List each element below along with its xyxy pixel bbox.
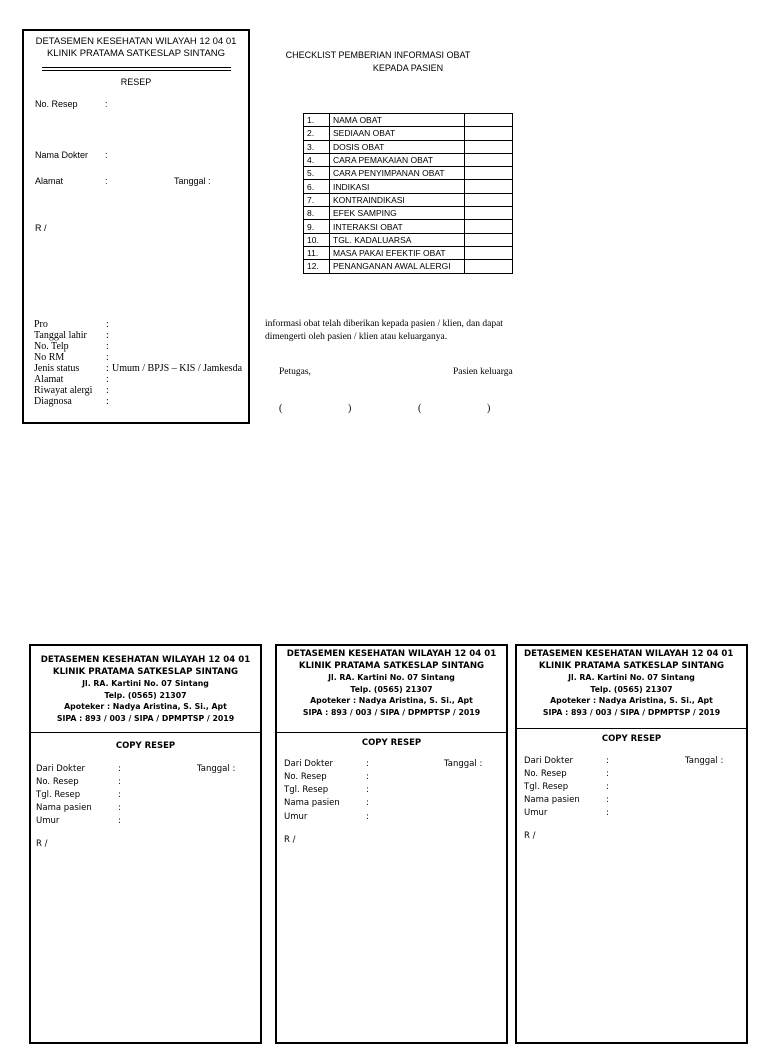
copy-sipa: SIPA : 893 / 003 / SIPA / DPMPTSP / 2019	[542, 707, 721, 717]
copy-resep-title: COPY RESEP	[361, 738, 422, 748]
r-label: R /	[284, 835, 296, 845]
copy-header-line2: KLINIK PRATAMA SATKESLAP SINTANG	[538, 660, 725, 671]
copy-header-line1: DETASEMEN KESEHATAN WILAYAH 12 04 01	[524, 649, 734, 659]
copy-resep-header	[31, 646, 260, 733]
checklist-item-number: 5.	[304, 167, 330, 180]
copy-header-line2: KLINIK PRATAMA SATKESLAP SINTANG	[298, 660, 485, 671]
field-row-riwayat-alergi: Riwayat alergi :	[34, 385, 109, 396]
checklist-check-cell[interactable]	[465, 114, 513, 127]
dari-dokter-label: Dari Dokter	[36, 764, 86, 774]
colon: :	[606, 756, 609, 766]
checklist-row	[304, 167, 513, 180]
nama-pasien-label: Nama pasien	[284, 798, 340, 808]
checklist-item-number: 3.	[304, 140, 330, 153]
colon: :	[105, 150, 108, 160]
checklist-check-cell[interactable]	[465, 193, 513, 206]
keluarga-sign-close: )	[487, 403, 491, 414]
colon: :	[105, 176, 108, 186]
copy-resep-title: COPY RESEP	[601, 734, 662, 744]
checklist-row	[304, 180, 513, 193]
no-resep-label: No. Resep	[284, 772, 327, 782]
resep-header-line1: DETASEMEN KESEHATAN WILAYAH 12 04 01	[35, 36, 237, 47]
copy-header-line1: DETASEMEN KESEHATAN WILAYAH 12 04 01	[286, 649, 497, 659]
checklist-item-label: INTERAKSI OBAT	[330, 220, 465, 233]
copy-address: Jl. RA. Kartini No. 07 Sintang	[82, 679, 209, 688]
tgl-resep-label: Tgl. Resep	[36, 790, 81, 800]
dari-dokter-label: Dari Dokter	[524, 756, 574, 766]
copy-resep-card-2	[275, 644, 508, 1044]
checklist-check-cell[interactable]	[465, 167, 513, 180]
nama-dokter-label: Nama Dokter	[35, 150, 89, 160]
umur-label: Umur	[284, 812, 308, 822]
checklist-item-label: PENANGANAN AWAL ALERGI	[330, 260, 465, 273]
colon: :	[606, 769, 609, 779]
field-row-tanggal-lahir: Tanggal lahir :	[34, 330, 109, 341]
checklist-check-cell[interactable]	[465, 127, 513, 140]
umur-label: Umur	[36, 816, 60, 826]
copy-resep-title: COPY RESEP	[115, 741, 176, 751]
checklist-item-label: MASA PAKAI EFEKTIF OBAT	[330, 246, 465, 259]
umur-label: Umur	[524, 808, 548, 818]
checklist-item-number: 2.	[304, 127, 330, 140]
copy-sipa: SIPA : 893 / 003 / SIPA / DPMPTSP / 2019	[56, 713, 235, 723]
tgl-resep-label: Tgl. Resep	[284, 785, 329, 795]
checklist-item-label: INDIKASI	[330, 180, 465, 193]
no-resep-label: No. Resep	[36, 777, 79, 787]
r-label: R /	[524, 831, 536, 841]
colon: :	[118, 790, 121, 800]
checklist-item-number: 6.	[304, 180, 330, 193]
no-resep-label: No. Resep	[524, 769, 567, 779]
dari-dokter-label: Dari Dokter	[284, 759, 334, 769]
checklist-item-label: TGL. KADALUARSA	[330, 233, 465, 246]
checklist-item-label: KONTRAINDIKASI	[330, 193, 465, 206]
copy-header-line2: KLINIK PRATAMA SATKESLAP SINTANG	[52, 666, 239, 677]
field-row-jenis-status: Jenis status : Umum / BPJS – KIS / Jamkesda	[34, 363, 243, 374]
nama-pasien-label: Nama pasien	[524, 795, 580, 805]
checklist-item-number: 8.	[304, 207, 330, 220]
checklist-item-number: 1.	[304, 114, 330, 127]
tanggal-label: Tanggal :	[174, 176, 211, 186]
checklist-item-label: SEDIAAN OBAT	[330, 127, 465, 140]
field-row-no-rm: No RM :	[34, 352, 109, 363]
checklist-statement	[265, 318, 503, 344]
copy-resep-header	[517, 646, 746, 729]
checklist-item-label: CARA PEMAKAIAN OBAT	[330, 153, 465, 166]
tanggal-label: Tanggal :	[197, 764, 236, 774]
checklist-item-label: DOSIS OBAT	[330, 140, 465, 153]
checklist-check-cell[interactable]	[465, 140, 513, 153]
checklist-check-cell[interactable]	[465, 180, 513, 193]
copy-header-line1: DETASEMEN KESEHATAN WILAYAH 12 04 01	[40, 655, 251, 665]
checklist-check-cell[interactable]	[465, 233, 513, 246]
checklist-row	[304, 220, 513, 233]
colon: :	[366, 772, 369, 782]
colon: :	[105, 99, 108, 109]
field-row-diagnosa: Diagnosa :	[34, 396, 109, 407]
checklist-check-cell[interactable]	[465, 246, 513, 259]
checklist-row	[304, 246, 513, 259]
pasien-keluarga-label: Pasien keluarga	[453, 367, 513, 377]
tgl-resep-label: Tgl. Resep	[524, 782, 569, 792]
header-divider	[42, 67, 231, 68]
colon: :	[118, 803, 121, 813]
tanggal-label: Tanggal :	[685, 756, 724, 766]
copy-apoteker: Apoteker : Nadya Aristina, S. Si., Apt	[64, 702, 227, 711]
petugas-sign-open: (	[279, 403, 283, 414]
copy-sipa: SIPA : 893 / 003 / SIPA / DPMPTSP / 2019	[302, 707, 481, 717]
colon: :	[606, 808, 609, 818]
checklist-item-number: 10.	[304, 233, 330, 246]
checklist-item-label: NAMA OBAT	[330, 114, 465, 127]
petugas-label: Petugas,	[279, 367, 311, 377]
checklist-row	[304, 260, 513, 273]
checklist-item-label: CARA PENYIMPANAN OBAT	[330, 167, 465, 180]
copy-apoteker: Apoteker : Nadya Aristina, S. Si., Apt	[310, 696, 473, 705]
resep-title: RESEP	[120, 77, 152, 87]
r-label: R /	[35, 223, 47, 233]
copy-apoteker: Apoteker : Nadya Aristina, S. Si., Apt	[550, 696, 713, 705]
colon: :	[118, 816, 121, 826]
copy-phone: Telp. (0565) 21307	[104, 690, 187, 700]
checklist-item-number: 9.	[304, 220, 330, 233]
copy-resep-header	[277, 646, 506, 733]
field-row-pro: Pro :	[34, 319, 109, 330]
checklist-row	[304, 193, 513, 206]
petugas-sign-close: )	[348, 403, 352, 414]
colon: :	[118, 764, 121, 774]
checklist-check-cell[interactable]	[465, 153, 513, 166]
checklist-check-cell[interactable]	[465, 207, 513, 220]
field-row-alamat: Alamat :	[34, 374, 109, 385]
checklist-item-number: 7.	[304, 193, 330, 206]
copy-address: Jl. RA. Kartini No. 07 Sintang	[328, 673, 455, 682]
colon: :	[366, 812, 369, 822]
copy-phone: Telp. (0565) 21307	[350, 684, 433, 694]
colon: :	[118, 777, 121, 787]
checklist-row	[304, 233, 513, 246]
field-row-no-telp: No. Telp :	[34, 341, 109, 352]
keluarga-sign-open: (	[418, 403, 422, 414]
checklist-row	[304, 207, 513, 220]
checklist-row	[304, 153, 513, 166]
r-label: R /	[36, 839, 48, 849]
checklist-row	[304, 140, 513, 153]
checklist-check-cell[interactable]	[465, 260, 513, 273]
colon: :	[366, 785, 369, 795]
no-resep-label: No. Resep	[35, 99, 78, 109]
checklist-row	[304, 127, 513, 140]
checklist-item-number: 11.	[304, 246, 330, 259]
copy-address: Jl. RA. Kartini No. 07 Sintang	[568, 673, 695, 682]
checklist-item-number: 4.	[304, 153, 330, 166]
copy-phone: Telp. (0565) 21307	[590, 684, 673, 694]
checklist-title-line1: CHECKLIST PEMBERIAN INFORMASI OBAT	[285, 50, 471, 60]
tanggal-label: Tanggal :	[444, 759, 483, 769]
colon: :	[606, 782, 609, 792]
checklist-item-label: EFEK SAMPING	[330, 207, 465, 220]
copy-resep-card-3	[515, 644, 748, 1044]
resep-header-line2: KLINIK PRATAMA SATKESLAP SINTANG	[46, 48, 226, 59]
patient-fields	[34, 319, 248, 407]
checklist-check-cell[interactable]	[465, 220, 513, 233]
nama-pasien-label: Nama pasien	[36, 803, 92, 813]
alamat-label: Alamat	[35, 176, 64, 186]
header-divider-thin	[42, 70, 231, 71]
checklist-title-line2: KEPADA PASIEN	[372, 63, 444, 73]
colon: :	[606, 795, 609, 805]
copy-resep-card-1	[29, 644, 262, 1044]
statement-line2: dimengerti oleh pasien / klien atau keluarganya.	[265, 332, 448, 342]
statement-line1: informasi obat telah diberikan kepada pasien / klien, dan dapat	[265, 319, 503, 329]
checklist-table	[303, 113, 513, 274]
colon: :	[366, 798, 369, 808]
checklist-row	[304, 114, 513, 127]
colon: :	[366, 759, 369, 769]
checklist-item-number: 12.	[304, 260, 330, 273]
